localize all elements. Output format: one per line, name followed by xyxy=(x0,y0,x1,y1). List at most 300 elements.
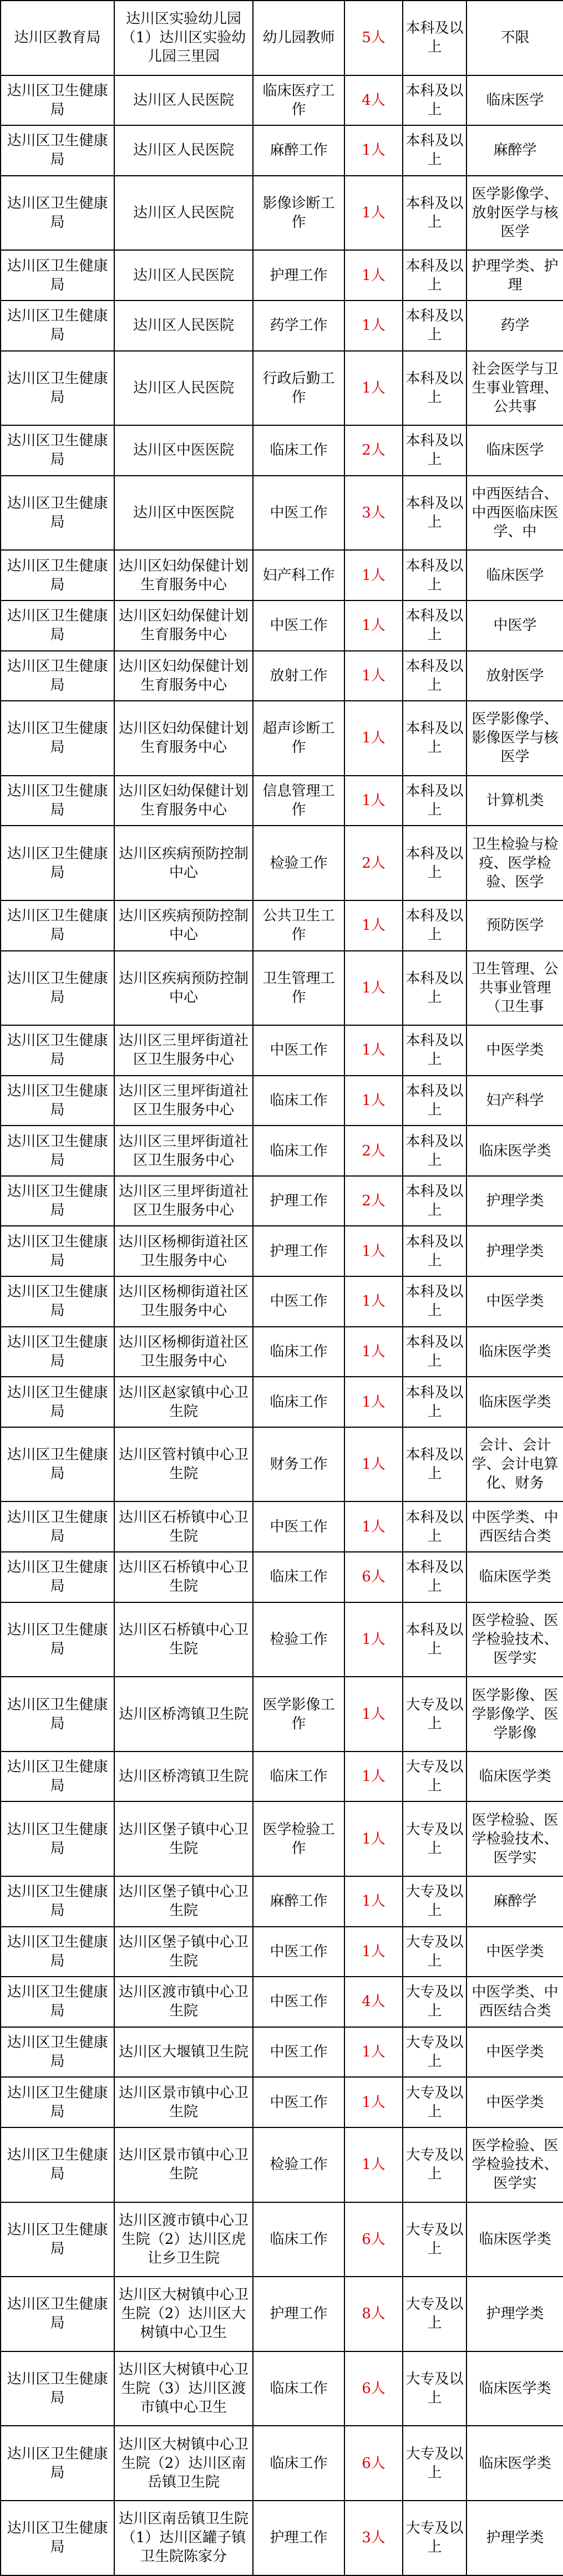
education-cell xyxy=(403,2277,466,2351)
table-row xyxy=(1,1377,563,1427)
education-cell xyxy=(403,1602,466,1677)
headcount-cell-text: 1人 xyxy=(362,1893,386,1910)
education-cell xyxy=(403,301,466,351)
employer-unit-cell-text: 达川区杨柳街道社区卫生服务中心 xyxy=(118,1284,248,1320)
position-cell-text: 临床工作 xyxy=(270,1343,328,1360)
employer-unit-cell-text: 达川区妇幼保健计划生育服务中心 xyxy=(118,658,248,694)
major-cell xyxy=(466,301,563,351)
major-cell-text: 中医学类、中西医结合类 xyxy=(471,1984,559,2020)
table-row xyxy=(1,176,563,251)
headcount-cell-text: 1人 xyxy=(362,792,386,810)
position-cell xyxy=(253,1552,344,1602)
headcount-cell xyxy=(344,351,403,426)
position-cell xyxy=(253,2277,344,2351)
employer-unit-cell xyxy=(114,125,253,176)
position-cell xyxy=(253,1126,344,1176)
employer-unit-cell xyxy=(114,476,253,551)
major-cell-text: 医学检验、医学检验技术、医学实 xyxy=(471,2137,559,2192)
major-cell-text: 临床医学 xyxy=(486,442,544,459)
headcount-cell-text: 3人 xyxy=(362,505,386,522)
education-cell xyxy=(403,900,466,951)
employer-unit-cell-text: 达川区人民医院 xyxy=(133,205,234,222)
headcount-cell-text: 1人 xyxy=(362,267,386,284)
table-row xyxy=(1,651,563,701)
table-row xyxy=(1,301,563,351)
position-cell-text: 中医工作 xyxy=(270,1993,328,2010)
headcount-cell xyxy=(344,826,403,900)
headcount-cell xyxy=(344,1327,403,1377)
department-cell xyxy=(1,176,114,251)
position-cell-text: 中医工作 xyxy=(270,2094,328,2111)
headcount-cell xyxy=(344,701,403,776)
headcount-cell-text: 5人 xyxy=(362,29,386,47)
major-cell-text: 临床医学类 xyxy=(479,1768,551,1785)
major-cell xyxy=(466,1427,563,1502)
department-cell xyxy=(1,301,114,351)
headcount-cell xyxy=(344,1677,403,1752)
department-cell xyxy=(1,651,114,701)
table-row xyxy=(1,776,563,826)
employer-unit-cell-text: 达川区妇幼保健计划生育服务中心 xyxy=(118,608,248,644)
education-cell-text: 大专及以上 xyxy=(405,2034,464,2070)
employer-unit-cell-text: 达川区景市镇中心卫生院 xyxy=(118,2084,248,2120)
employer-unit-cell xyxy=(114,1752,253,1802)
education-cell xyxy=(403,176,466,251)
department-cell xyxy=(1,2277,114,2351)
headcount-cell xyxy=(344,476,403,551)
department-cell-text: 达川区卫生健康局 xyxy=(7,557,108,593)
employer-unit-cell xyxy=(114,776,253,826)
department-cell-text: 达川区卫生健康局 xyxy=(7,2034,108,2070)
headcount-cell-text: 2人 xyxy=(362,442,386,459)
headcount-cell-text: 1人 xyxy=(362,1243,386,1260)
major-cell xyxy=(466,1876,563,1927)
employer-unit-cell xyxy=(114,550,253,600)
employer-unit-cell-text: 达川区人民医院 xyxy=(133,379,234,396)
department-cell-text: 达川区卫生健康局 xyxy=(7,2147,108,2183)
employer-unit-cell-text: 达川区妇幼保健计划生育服务中心 xyxy=(118,557,248,593)
employer-unit-cell xyxy=(114,1501,253,1552)
education-cell xyxy=(403,425,466,476)
department-cell xyxy=(1,2426,114,2501)
education-cell xyxy=(403,1126,466,1176)
employer-unit-cell-text: 达川区三里坪街道社区卫生服务中心 xyxy=(118,1183,248,1219)
headcount-cell xyxy=(344,1927,403,1977)
table-row xyxy=(1,75,563,126)
headcount-cell-text: 1人 xyxy=(362,979,386,996)
education-cell xyxy=(403,2426,466,2501)
department-cell-text: 达川区卫生健康局 xyxy=(7,908,108,944)
headcount-cell-text: 8人 xyxy=(362,2305,386,2323)
table-row xyxy=(1,1501,563,1552)
employer-unit-cell xyxy=(114,2277,253,2351)
major-cell-text: 中医学类 xyxy=(486,1943,544,1960)
headcount-cell xyxy=(344,2351,403,2426)
position-cell-text: 行政后勤工作 xyxy=(262,370,335,406)
table-row xyxy=(1,951,563,1026)
employer-unit-cell xyxy=(114,1276,253,1327)
headcount-cell xyxy=(344,1552,403,1602)
position-cell-text: 临床工作 xyxy=(270,1768,328,1785)
headcount-cell-text: 1人 xyxy=(362,2156,386,2173)
education-cell-text: 本科及以上 xyxy=(405,257,464,293)
employer-unit-cell xyxy=(114,2077,253,2127)
employer-unit-cell-text: 达川区大树镇中心卫生院（2）达川区南岳镇卫生院 xyxy=(118,2436,248,2491)
major-cell xyxy=(466,951,563,1026)
education-cell-text: 大专及以上 xyxy=(405,2147,464,2183)
headcount-cell-text: 2人 xyxy=(362,1193,386,1210)
headcount-cell-text: 2人 xyxy=(362,854,386,872)
department-cell xyxy=(1,1025,114,1076)
major-cell xyxy=(466,1176,563,1226)
employer-unit-cell xyxy=(114,1552,253,1602)
education-cell-text: 本科及以上 xyxy=(405,1183,464,1219)
position-cell xyxy=(253,1,344,75)
headcount-cell xyxy=(344,951,403,1026)
department-cell xyxy=(1,1327,114,1377)
department-cell xyxy=(1,1427,114,1502)
employer-unit-cell-text: 达川区疾病预防控制中心 xyxy=(118,845,248,881)
headcount-cell-text: 1人 xyxy=(362,617,386,634)
table-row xyxy=(1,2277,563,2351)
major-cell xyxy=(466,776,563,826)
employer-unit-cell xyxy=(114,176,253,251)
table-row xyxy=(1,600,563,651)
position-cell xyxy=(253,1327,344,1377)
major-cell-text: 卫生检验与检疫、医学检验、医学 xyxy=(471,836,559,890)
major-cell xyxy=(466,900,563,951)
position-cell xyxy=(253,776,344,826)
position-cell-text: 中医工作 xyxy=(270,505,328,522)
major-cell-text: 护理学类 xyxy=(486,1193,544,1210)
position-cell-text: 临床工作 xyxy=(270,2231,328,2248)
table-row xyxy=(1,826,563,900)
employer-unit-cell xyxy=(114,1126,253,1176)
major-cell-text: 护理学类 xyxy=(486,2529,544,2547)
table-row xyxy=(1,550,563,600)
department-cell-text: 达川区卫生健康局 xyxy=(7,370,108,406)
table-row xyxy=(1,351,563,426)
department-cell-text: 达川区卫生健康局 xyxy=(7,1759,108,1795)
department-cell-text: 达川区卫生健康局 xyxy=(7,308,108,344)
table-row xyxy=(1,1226,563,1276)
position-cell-text: 卫生管理工作 xyxy=(262,970,335,1006)
major-cell-text: 麻醉学 xyxy=(493,1893,537,1910)
education-cell-text: 本科及以上 xyxy=(405,82,464,118)
department-cell xyxy=(1,2077,114,2127)
table-row xyxy=(1,250,563,301)
employer-unit-cell-text: 达川区大树镇中心卫生院（3）达川区渡市镇中心卫生 xyxy=(118,2361,248,2416)
major-cell-text: 医学检验、医学检验技术、医学实 xyxy=(471,1811,559,1866)
education-cell xyxy=(403,2351,466,2426)
employer-unit-cell-text: 达川区大树镇中心卫生院（2）达川区大树镇中心卫生 xyxy=(118,2287,248,2341)
education-cell xyxy=(403,476,466,551)
headcount-cell xyxy=(344,776,403,826)
education-cell xyxy=(403,600,466,651)
position-cell xyxy=(253,1226,344,1276)
education-cell-text: 本科及以上 xyxy=(405,1333,464,1370)
headcount-cell-text: 6人 xyxy=(362,2231,386,2248)
education-cell-text: 本科及以上 xyxy=(405,1284,464,1320)
headcount-cell-text: 1人 xyxy=(362,1456,386,1473)
education-cell-text: 大专及以上 xyxy=(405,1821,464,1857)
employer-unit-cell xyxy=(114,2501,253,2575)
department-cell xyxy=(1,701,114,776)
headcount-cell xyxy=(344,1427,403,1502)
department-cell xyxy=(1,1801,114,1876)
table-row xyxy=(1,1025,563,1076)
education-cell-text: 大专及以上 xyxy=(405,1933,464,1969)
position-cell-text: 中医工作 xyxy=(270,1518,328,1535)
education-cell xyxy=(403,826,466,900)
headcount-cell-text: 1人 xyxy=(362,1768,386,1785)
employer-unit-cell-text: 达川区桥湾镇卫生院 xyxy=(118,1706,248,1723)
major-cell-text: 不限 xyxy=(500,29,530,47)
headcount-cell-text: 1人 xyxy=(362,1343,386,1360)
education-cell xyxy=(403,951,466,1026)
employer-unit-cell-text: 达川区人民医院 xyxy=(133,267,234,284)
table-body xyxy=(1,1,563,2575)
position-cell xyxy=(253,1025,344,1076)
major-cell-text: 中医学 xyxy=(493,617,537,634)
major-cell xyxy=(466,476,563,551)
department-cell-text: 达川区卫生健康局 xyxy=(7,1082,108,1118)
table-row xyxy=(1,2501,563,2575)
department-cell xyxy=(1,1977,114,2027)
department-cell xyxy=(1,1377,114,1427)
department-cell xyxy=(1,1076,114,1126)
department-cell-text: 达川区卫生健康局 xyxy=(7,1183,108,1219)
department-cell xyxy=(1,2351,114,2426)
position-cell-text: 临床工作 xyxy=(270,1092,328,1109)
position-cell xyxy=(253,1276,344,1327)
position-cell xyxy=(253,351,344,426)
department-cell xyxy=(1,776,114,826)
education-cell-text: 本科及以上 xyxy=(405,970,464,1006)
employer-unit-cell-text: 达川区疾病预防控制中心 xyxy=(118,970,248,1006)
major-cell xyxy=(466,1977,563,2027)
employer-unit-cell xyxy=(114,1927,253,1977)
department-cell xyxy=(1,125,114,176)
major-cell xyxy=(466,2027,563,2078)
education-cell-text: 本科及以上 xyxy=(405,1559,464,1595)
headcount-cell xyxy=(344,2077,403,2127)
education-cell xyxy=(403,1276,466,1327)
position-cell-text: 检验工作 xyxy=(270,1631,328,1648)
headcount-cell-text: 1人 xyxy=(362,1092,386,1109)
major-cell-text: 会计、会计学、会计电算化、财务 xyxy=(471,1437,559,1492)
employer-unit-cell-text: 达川区南岳镇卫生院（1）达川区罐子镇卫生院陈家分 xyxy=(118,2511,248,2565)
education-cell-text: 本科及以上 xyxy=(405,370,464,406)
table-row xyxy=(1,125,563,176)
education-cell-text: 本科及以上 xyxy=(405,908,464,944)
education-cell-text: 本科及以上 xyxy=(405,1384,464,1420)
major-cell xyxy=(466,75,563,126)
major-cell-text: 中医学类 xyxy=(486,2094,544,2111)
employer-unit-cell-text: 达川区桥湾镇卫生院 xyxy=(118,1768,248,1785)
education-cell xyxy=(403,1076,466,1126)
education-cell xyxy=(403,550,466,600)
employer-unit-cell xyxy=(114,2027,253,2078)
employer-unit-cell xyxy=(114,425,253,476)
position-cell-text: 公共卫生工作 xyxy=(262,908,335,944)
major-cell xyxy=(466,1501,563,1552)
headcount-cell xyxy=(344,125,403,176)
major-cell xyxy=(466,600,563,651)
department-cell-text: 达川区卫生健康局 xyxy=(7,2084,108,2120)
position-cell xyxy=(253,476,344,551)
department-cell-text: 达川区卫生健康局 xyxy=(7,1559,108,1595)
major-cell xyxy=(466,1927,563,1977)
major-cell xyxy=(466,425,563,476)
table-row xyxy=(1,1552,563,1602)
education-cell xyxy=(403,1025,466,1076)
education-cell xyxy=(403,651,466,701)
employer-unit-cell-text: 达川区石桥镇中心卫生院 xyxy=(118,1509,248,1545)
major-cell-text: 医学影像学、影像医学与核医学 xyxy=(471,711,559,766)
position-cell-text: 中医工作 xyxy=(270,1293,328,1310)
headcount-cell-text: 1人 xyxy=(362,1042,386,1059)
headcount-cell xyxy=(344,600,403,651)
major-cell-text: 计算机类 xyxy=(486,792,544,810)
position-cell-text: 中医工作 xyxy=(270,2044,328,2061)
department-cell-text: 达川区卫生健康局 xyxy=(7,2520,108,2556)
department-cell xyxy=(1,1,114,75)
major-cell xyxy=(466,2202,563,2277)
major-cell xyxy=(466,2277,563,2351)
major-cell xyxy=(466,1752,563,1802)
education-cell-text: 本科及以上 xyxy=(405,845,464,881)
department-cell xyxy=(1,75,114,126)
position-cell xyxy=(253,1876,344,1927)
department-cell xyxy=(1,351,114,426)
department-cell xyxy=(1,1226,114,1276)
education-cell-text: 大专及以上 xyxy=(405,2520,464,2556)
headcount-cell-text: 1人 xyxy=(362,205,386,222)
employer-unit-cell-text: 达川区中医医院 xyxy=(133,505,234,522)
headcount-cell xyxy=(344,2501,403,2575)
employer-unit-cell-text: 达川区赵家镇中心卫生院 xyxy=(118,1384,248,1420)
major-cell xyxy=(466,1076,563,1126)
department-cell-text: 达川区卫生健康局 xyxy=(7,970,108,1006)
major-cell xyxy=(466,1677,563,1752)
major-cell-text: 临床医学 xyxy=(486,91,544,109)
department-cell xyxy=(1,600,114,651)
position-cell-text: 临床工作 xyxy=(270,1393,328,1411)
major-cell xyxy=(466,1,563,75)
employer-unit-cell xyxy=(114,1602,253,1677)
major-cell xyxy=(466,176,563,251)
employer-unit-cell xyxy=(114,75,253,126)
headcount-cell-text: 1人 xyxy=(362,1631,386,1648)
major-cell xyxy=(466,1552,563,1602)
major-cell xyxy=(466,1276,563,1327)
department-cell xyxy=(1,1752,114,1802)
major-cell-text: 妇产科学 xyxy=(486,1092,544,1109)
major-cell xyxy=(466,651,563,701)
education-cell-text: 大专及以上 xyxy=(405,2445,464,2481)
position-cell xyxy=(253,651,344,701)
headcount-cell xyxy=(344,1126,403,1176)
table-row xyxy=(1,1276,563,1327)
headcount-cell-text: 1人 xyxy=(362,142,386,159)
major-cell xyxy=(466,250,563,301)
education-cell-text: 本科及以上 xyxy=(405,1509,464,1545)
department-cell-text: 达川区卫生健康局 xyxy=(7,2445,108,2481)
education-cell-text: 大专及以上 xyxy=(405,1759,464,1795)
major-cell-text: 中医学类 xyxy=(486,1042,544,1059)
position-cell xyxy=(253,2077,344,2127)
employer-unit-cell xyxy=(114,1226,253,1276)
department-cell-text: 达川区卫生健康局 xyxy=(7,1133,108,1169)
major-cell-text: 医学影像、医学影像学、医学影像 xyxy=(471,1687,559,1742)
education-cell xyxy=(403,1977,466,2027)
employer-unit-cell-text: 达川区三里坪街道社区卫生服务中心 xyxy=(118,1032,248,1068)
employer-unit-cell-text: 达川区大堰镇卫生院 xyxy=(118,2044,248,2061)
position-cell-text: 中医工作 xyxy=(270,617,328,634)
employer-unit-cell-text: 达川区堡子镇中心卫生院 xyxy=(118,1933,248,1969)
employer-unit-cell xyxy=(114,651,253,701)
table-row xyxy=(1,2351,563,2426)
headcount-cell-text: 4人 xyxy=(362,1993,386,2010)
headcount-cell xyxy=(344,2202,403,2277)
major-cell xyxy=(466,550,563,600)
employer-unit-cell xyxy=(114,1977,253,2027)
table-row xyxy=(1,2127,563,2202)
headcount-cell xyxy=(344,1801,403,1876)
position-cell-text: 护理工作 xyxy=(270,1243,328,1260)
headcount-cell xyxy=(344,2027,403,2078)
department-cell xyxy=(1,2027,114,2078)
employer-unit-cell xyxy=(114,2127,253,2202)
education-cell xyxy=(403,1377,466,1427)
employer-unit-cell xyxy=(114,600,253,651)
position-cell-text: 临床工作 xyxy=(270,2380,328,2397)
education-cell-text: 大专及以上 xyxy=(405,1696,464,1732)
major-cell-text: 中西医结合、中西医临床医学、中 xyxy=(471,486,559,541)
headcount-cell xyxy=(344,651,403,701)
headcount-cell-text: 1人 xyxy=(362,667,386,684)
education-cell-text: 大专及以上 xyxy=(405,1984,464,2020)
department-cell xyxy=(1,1276,114,1327)
education-cell-text: 大专及以上 xyxy=(405,2371,464,2407)
table-row xyxy=(1,1927,563,1977)
headcount-cell-text: 1人 xyxy=(362,1393,386,1411)
department-cell-text: 达川区卫生健康局 xyxy=(7,195,108,231)
education-cell xyxy=(403,776,466,826)
major-cell-text: 放射医学 xyxy=(486,667,544,684)
education-cell xyxy=(403,1801,466,1876)
headcount-cell xyxy=(344,75,403,126)
department-cell-text: 达川区卫生健康局 xyxy=(7,1984,108,2020)
position-cell xyxy=(253,2202,344,2277)
employer-unit-cell-text: 达川区渡市镇中心卫生院（2）达川区虎让乡卫生院 xyxy=(118,2212,248,2267)
employer-unit-cell xyxy=(114,2202,253,2277)
position-cell xyxy=(253,701,344,776)
position-cell-text: 财务工作 xyxy=(270,1456,328,1473)
employer-unit-cell xyxy=(114,1427,253,1502)
table-row xyxy=(1,425,563,476)
table-row xyxy=(1,2077,563,2127)
major-cell xyxy=(466,2127,563,2202)
position-cell-text: 护理工作 xyxy=(270,2305,328,2323)
department-cell xyxy=(1,2202,114,2277)
employer-unit-cell-text: 达川区疾病预防控制中心 xyxy=(118,908,248,944)
department-cell-text: 达川区教育局 xyxy=(14,29,101,47)
education-cell-text: 本科及以上 xyxy=(405,1133,464,1169)
headcount-cell xyxy=(344,1076,403,1126)
position-cell xyxy=(253,600,344,651)
